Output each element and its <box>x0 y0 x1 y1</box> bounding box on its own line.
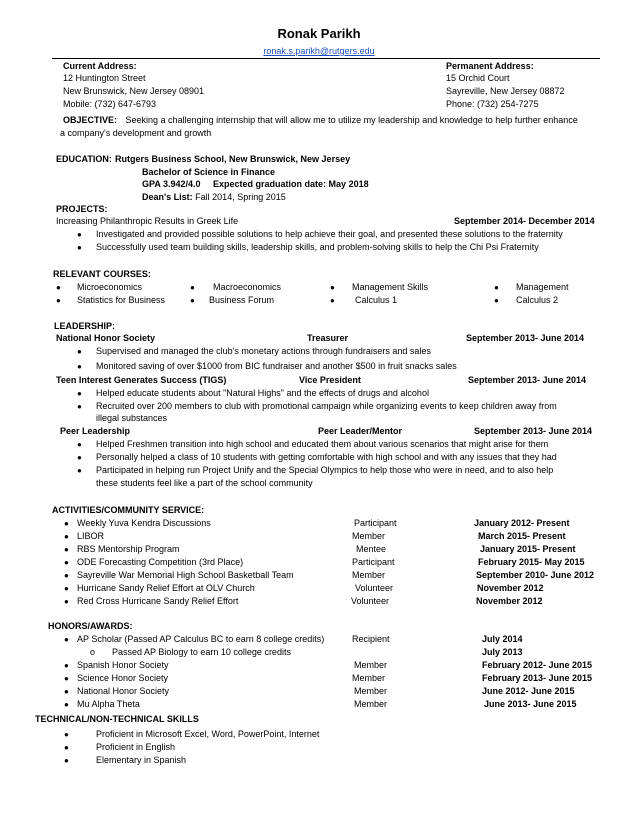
activity-role: Member <box>352 531 386 541</box>
activity-dates: January 2012- Present <box>474 518 570 528</box>
leadership-org: National Honor Society <box>56 333 156 343</box>
bullet-icon: ● <box>64 519 69 528</box>
activity-name: Red Cross Hurricane Sandy Relief Effort <box>77 596 239 606</box>
bullet-icon: ● <box>56 283 61 292</box>
education-school: Rutgers Business School, New Brunswick, New Jersey <box>115 154 351 164</box>
bullet-icon: ● <box>64 756 69 765</box>
bullet-icon: ● <box>77 243 82 252</box>
education-label: EDUCATION: <box>56 154 112 164</box>
leadership-bullet: Supervised and managed the club's monetary actions through fundraisers and sales <box>96 346 431 356</box>
honor-name: National Honor Society <box>77 686 170 696</box>
course-item: Management <box>516 282 569 292</box>
bullet-icon: ● <box>64 584 69 593</box>
skill-item: Elementary in Spanish <box>96 755 187 765</box>
course-item: Statistics for Business <box>77 295 166 305</box>
honor-name: AP Scholar (Passed AP Calculus BC to earn 8 college credits) <box>77 634 325 644</box>
bullet-icon: ● <box>77 389 82 398</box>
honor-name: Science Honor Society <box>77 673 169 683</box>
activity-role: Volunteer <box>355 583 394 593</box>
bullet-icon: ● <box>64 700 69 709</box>
honor-role: Member <box>352 673 386 683</box>
objective-line <box>63 115 578 126</box>
activity-name: RBS Mentorship Program <box>77 544 180 554</box>
bullet-icon: ● <box>64 635 69 644</box>
activity-role: Volunteer <box>351 596 390 606</box>
course-item: Calculus 1 <box>355 295 398 305</box>
course-item: Business Forum <box>209 295 275 305</box>
email-link[interactable]: ronak.s.parikh@rutgers.edu <box>263 46 375 56</box>
permanent-address-line: Phone: (732) 254-7275 <box>446 99 539 109</box>
deans-list-value: Fall 2014, Spring 2015 <box>195 192 286 202</box>
permanent-address-line: Sayreville, New Jersey 08872 <box>446 86 565 96</box>
bullet-icon: ● <box>330 283 335 292</box>
bullet-icon: ● <box>64 743 69 752</box>
permanent-address-line: 15 Orchid Court <box>446 73 510 83</box>
objective-label: OBJECTIVE: <box>63 115 118 125</box>
activity-name: ODE Forecasting Competition (3rd Place) <box>77 557 244 567</box>
bullet-icon: ● <box>190 283 195 292</box>
activity-role: Participant <box>354 518 397 528</box>
activity-dates: September 2010- June 2012 <box>476 570 595 580</box>
leadership-bullet: Personally helped a class of 10 students with getting comfortable with high school and with any issues that they had <box>96 452 557 462</box>
honor-dates: June 2012- June 2015 <box>482 686 575 696</box>
current-address-label: Current Address: <box>63 61 137 71</box>
bullet-icon: ● <box>56 296 61 305</box>
leadership-bullet-cont: illegal substances <box>96 413 168 423</box>
activity-name: LIBOR <box>77 531 105 541</box>
leadership-dates: September 2013- June 2014 <box>466 333 585 343</box>
bullet-icon: ● <box>64 597 69 606</box>
leadership-bullet: Monitored saving of over $1000 from BIC fundraiser and another $500 in fruit snacks sales <box>96 361 457 371</box>
project-bullet: Successfully used team building skills, leadership skills, and problem-solving skills to help the Chi Psi Fraternity <box>96 242 539 252</box>
bullet-icon: ● <box>77 402 82 411</box>
bullet-icon: ● <box>77 347 82 356</box>
email-link-wrap <box>0 46 638 57</box>
current-address-line: Mobile: (732) 647-6793 <box>63 99 157 109</box>
honor-role: Member <box>354 686 388 696</box>
bullet-icon: ● <box>64 571 69 580</box>
leadership-role: Treasurer <box>307 333 349 343</box>
bullet-icon: ● <box>494 283 499 292</box>
bullet-icon: ● <box>77 440 82 449</box>
bullet-icon: ● <box>64 545 69 554</box>
projects-label: PROJECTS: <box>56 204 108 214</box>
course-item: Microeconomics <box>77 282 143 292</box>
leadership-label: LEADERSHIP: <box>54 321 116 331</box>
bullet-icon: ● <box>77 230 82 239</box>
project-title: Increasing Philanthropic Results in Greek Life <box>56 216 239 226</box>
honor-name: Spanish Honor Society <box>77 660 169 670</box>
bullet-icon: ● <box>64 674 69 683</box>
honors-label: HONORS/AWARDS: <box>48 621 133 631</box>
education-degree: Bachelor of Science in Finance <box>142 167 276 177</box>
honor-name: Mu Alpha Theta <box>77 699 140 709</box>
bullet-icon: ● <box>77 362 82 371</box>
activity-dates: November 2012 <box>477 583 544 593</box>
honor-dates: February 2012- June 2015 <box>482 660 593 670</box>
activity-dates: January 2015- Present <box>480 544 576 554</box>
skill-item: Proficient in English <box>96 742 176 752</box>
bullet-icon: ● <box>64 730 69 739</box>
bullet-icon: ● <box>64 532 69 541</box>
honor-dates: June 2013- June 2015 <box>484 699 577 709</box>
leadership-bullet: Participated in helping run Project Unify and the Special Olympics to help those who were in need, and to also help <box>96 465 554 475</box>
activity-dates: March 2015- Present <box>478 531 566 541</box>
activities-label: ACTIVITIES/COMMUNITY SERVICE: <box>52 505 205 515</box>
bullet-icon: ● <box>64 558 69 567</box>
activity-name: Hurricane Sandy Relief Effort at OLV Church <box>77 583 255 593</box>
leadership-bullet-cont: these students feel like a part of the school community <box>96 478 313 488</box>
objective-text-cont: a company's development and growth <box>60 128 212 138</box>
bullet-icon: ● <box>330 296 335 305</box>
skills-label: TECHNICAL/NON-TECHNICAL SKILLS <box>35 714 199 724</box>
bullet-icon: ● <box>77 466 82 475</box>
header-divider <box>52 58 600 59</box>
deans-list <box>142 192 286 203</box>
activity-role: Mentee <box>356 544 387 554</box>
sub-bullet-icon: o <box>90 647 96 657</box>
course-item: Management Skills <box>352 282 429 292</box>
leadership-org: Peer Leadership <box>60 426 131 436</box>
leadership-role: Peer Leader/Mentor <box>318 426 403 436</box>
candidate-name: Ronak Parikh <box>277 26 361 41</box>
leadership-bullet: Helped Freshmen transition into high school and educated them about various scenarios that might arise for them <box>96 439 549 449</box>
bullet-icon: ● <box>77 453 82 462</box>
deans-list-label: Dean's List: <box>142 192 193 202</box>
honor-dates: February 2013- June 2015 <box>482 673 593 683</box>
project-bullet: Investigated and provided possible solutions to help achieve their goal, and presented these solutions to the fraternity <box>96 229 563 239</box>
course-item: Macroeconomics <box>213 282 282 292</box>
project-dates: September 2014- December 2014 <box>454 216 595 226</box>
bullet-icon: ● <box>64 687 69 696</box>
current-address-line: New Brunswick, New Jersey 08901 <box>63 86 205 96</box>
skill-item: Proficient in Microsoft Excel, Word, PowerPoint, Internet <box>96 729 320 739</box>
course-item: Calculus 2 <box>516 295 559 305</box>
honor-role: Member <box>354 699 388 709</box>
activity-role: Participant <box>352 557 395 567</box>
bullet-icon: ● <box>64 661 69 670</box>
honor-name: Passed AP Biology to earn 10 college credits <box>112 647 291 657</box>
leadership-bullet: Helped educate students about "Natural Highs" and the effects of drugs and alcohol <box>96 388 429 398</box>
activity-role: Member <box>352 570 386 580</box>
bullet-icon: ● <box>190 296 195 305</box>
education-gpa: GPA 3.942/4.0 Expected graduation date: May 2018 <box>142 179 369 189</box>
activity-name: Weekly Yuva Kendra Discussions <box>77 518 211 528</box>
leadership-dates: September 2013- June 2014 <box>468 375 587 385</box>
activity-name: Sayreville War Memorial High School Basketball Team <box>77 570 294 580</box>
honor-role: Member <box>354 660 388 670</box>
current-address-line: 12 Huntington Street <box>63 73 146 83</box>
honor-dates: July 2013 <box>482 647 523 657</box>
activity-dates: February 2015- May 2015 <box>478 557 585 567</box>
leadership-org: Teen Interest Generates Success (TIGS) <box>56 375 227 385</box>
leadership-dates: September 2013- June 2014 <box>474 426 593 436</box>
honor-dates: July 2014 <box>482 634 523 644</box>
objective-text: Seeking a challenging internship that will allow me to utilize my leadership and knowledge to help further enhance <box>125 115 578 125</box>
activity-dates: November 2012 <box>476 596 543 606</box>
leadership-bullet: Recruited over 200 members to club with promotional campaign while organizing events to keep children away from <box>96 401 557 411</box>
leadership-role: Vice President <box>299 375 361 385</box>
bullet-icon: ● <box>494 296 499 305</box>
honor-role: Recipient <box>352 634 390 644</box>
permanent-address-label: Permanent Address: <box>446 61 534 71</box>
courses-label: RELEVANT COURSES: <box>53 269 151 279</box>
